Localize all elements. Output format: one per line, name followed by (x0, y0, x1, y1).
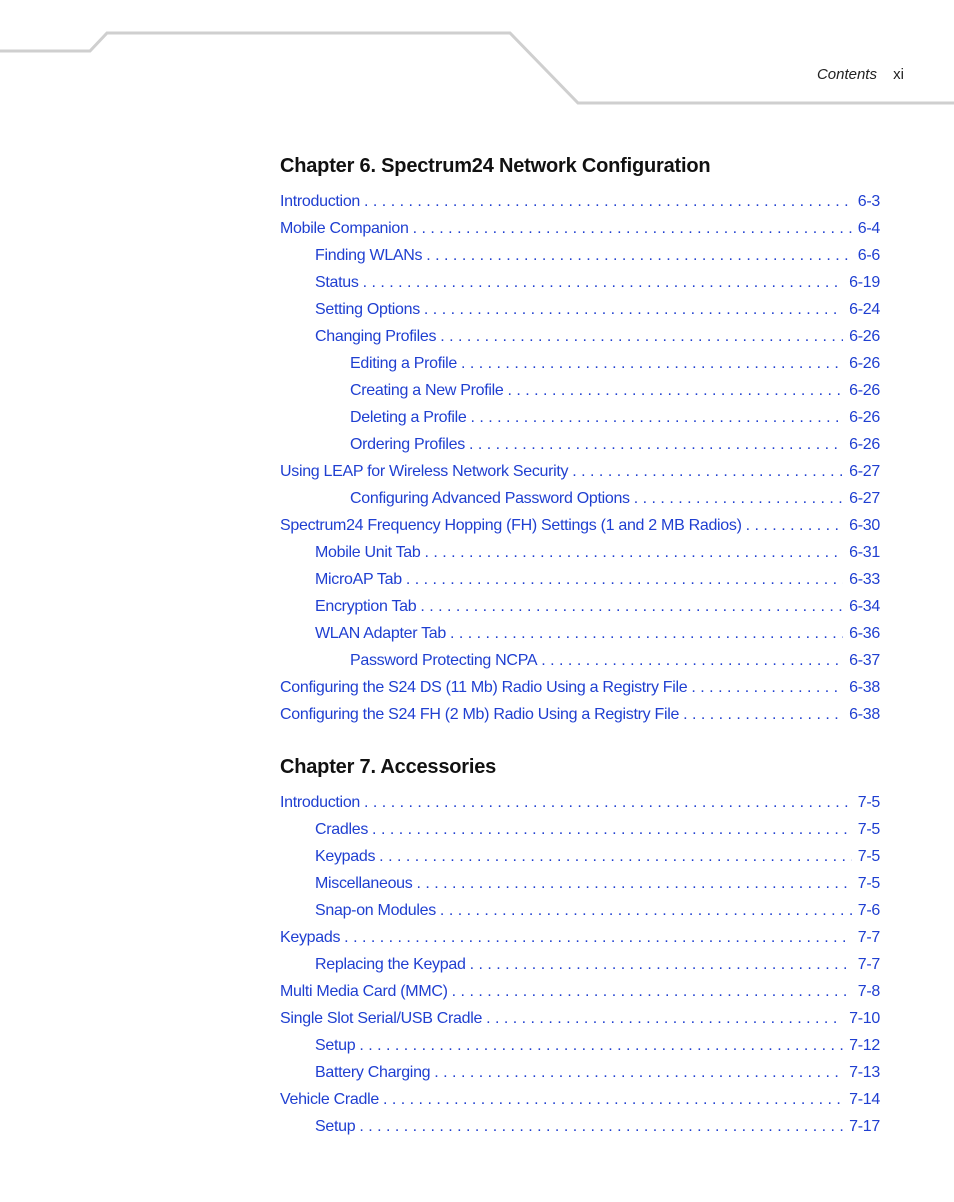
toc-entry-label[interactable]: Using LEAP for Wireless Network Security (280, 463, 569, 480)
dot-leader (359, 1032, 843, 1059)
toc-entry-label[interactable]: Multi Media Card (MMC) (280, 983, 448, 1000)
dot-leader (406, 566, 843, 593)
dot-leader (470, 404, 843, 431)
dot-leader (364, 188, 852, 215)
toc-entry-page[interactable]: 7-13 (849, 1064, 880, 1081)
dot-leader (450, 620, 843, 647)
toc-entry-label[interactable]: Configuring the S24 FH (2 Mb) Radio Using a Registry File (280, 706, 680, 723)
toc-entry-label[interactable]: Creating a New Profile (350, 382, 504, 399)
toc-entry[interactable] (280, 323, 880, 350)
toc-entry-label[interactable]: Configuring Advanced Password Options (350, 490, 630, 507)
toc-entry-page[interactable]: 7-14 (849, 1091, 880, 1108)
toc-entry-label[interactable]: WLAN Adapter Tab (315, 625, 446, 642)
toc-entry-page[interactable]: 7-5 (857, 848, 880, 865)
toc-entry[interactable] (280, 674, 880, 701)
toc-entry-label[interactable]: Cradles (315, 821, 369, 838)
page-number: xi (893, 66, 904, 83)
toc-entry-page[interactable]: 6-26 (849, 382, 880, 399)
toc-entry[interactable] (280, 296, 880, 323)
toc-entry[interactable] (280, 404, 880, 431)
dot-leader (461, 350, 843, 377)
dot-leader (383, 1086, 843, 1113)
toc-entry-page[interactable]: 6-30 (849, 517, 880, 534)
chapter-title: Chapter 7. Accessories (280, 756, 497, 778)
dot-leader (507, 377, 843, 404)
toc-entry-page[interactable]: 7-8 (857, 983, 880, 1000)
toc-entry-label[interactable]: Ordering Profiles (350, 436, 465, 453)
toc-entry-page[interactable]: 7-12 (849, 1037, 880, 1054)
toc-entry[interactable] (280, 1113, 880, 1140)
toc-entry-page[interactable]: 6-24 (849, 301, 880, 318)
toc-entry[interactable] (280, 1032, 880, 1059)
toc-entry[interactable] (280, 485, 880, 512)
toc-list (280, 789, 880, 1140)
dot-leader (470, 951, 852, 978)
dot-leader (746, 512, 844, 539)
toc-entry[interactable] (280, 1086, 880, 1113)
toc-entry[interactable] (280, 269, 880, 296)
running-header (817, 66, 904, 83)
toc-entry-page[interactable]: 6-4 (857, 220, 880, 237)
dot-leader (440, 323, 843, 350)
dot-leader (691, 674, 843, 701)
toc-entry[interactable] (280, 539, 880, 566)
toc-entry-label[interactable]: Status (315, 274, 359, 291)
toc-entry-page[interactable]: 6-19 (849, 274, 880, 291)
toc-entry[interactable] (280, 647, 880, 674)
toc-entry-label[interactable]: Miscellaneous (315, 875, 413, 892)
dot-leader (452, 978, 852, 1005)
toc-entry-page[interactable]: 6-26 (849, 328, 880, 345)
toc-entry-page[interactable]: 6-31 (849, 544, 880, 561)
toc-entry-label[interactable]: Encryption Tab (315, 598, 417, 615)
toc-list (280, 188, 880, 728)
toc-entry[interactable] (280, 843, 880, 870)
toc-entry-label[interactable]: Snap-on Modules (315, 902, 436, 919)
toc-entry[interactable] (280, 789, 880, 816)
header-decorative-rule (0, 0, 954, 110)
toc-entry[interactable] (280, 816, 880, 843)
toc-entry-label[interactable]: Configuring the S24 DS (11 Mb) Radio Using a Registry File (280, 679, 688, 696)
toc-entry-page[interactable]: 7-7 (857, 956, 880, 973)
toc-entry-label[interactable]: Spectrum24 Frequency Hopping (FH) Settings (1 and 2 MB Radios) (280, 517, 742, 534)
toc-entry[interactable] (280, 701, 880, 728)
dot-leader (486, 1005, 843, 1032)
dot-leader (424, 296, 843, 323)
toc-entry-page[interactable]: 6-27 (849, 490, 880, 507)
chapter-title: Chapter 6. Spectrum24 Network Configuration (280, 155, 711, 177)
chapter-6-section (280, 154, 880, 728)
toc-entry-page[interactable]: 6-38 (849, 679, 880, 696)
toc-entry-page[interactable]: 7-5 (857, 875, 880, 892)
dot-leader (372, 816, 852, 843)
toc-entry-page[interactable]: 7-5 (857, 821, 880, 838)
dot-leader (683, 701, 843, 728)
dot-leader (634, 485, 843, 512)
toc-entry-label[interactable]: Keypads (280, 929, 341, 946)
chapter-7-section (280, 755, 880, 1140)
toc-entry-page[interactable]: 6-6 (857, 247, 880, 264)
toc-entry-label[interactable]: Mobile Unit Tab (315, 544, 421, 561)
dot-leader (413, 215, 852, 242)
toc-entry-label[interactable]: MicroAP Tab (315, 571, 402, 588)
toc-entry-label[interactable]: Mobile Companion (280, 220, 409, 237)
toc-entry-page[interactable]: 6-34 (849, 598, 880, 615)
toc-entry-page[interactable]: 6-26 (849, 436, 880, 453)
dot-leader (469, 431, 843, 458)
dot-leader (364, 789, 852, 816)
toc-entry-page[interactable]: 6-37 (849, 652, 880, 669)
toc-entry-page[interactable]: 6-38 (849, 706, 880, 723)
toc-entry[interactable] (280, 924, 880, 951)
toc-entry-label[interactable]: Setting Options (315, 301, 420, 318)
toc-entry[interactable] (280, 458, 880, 485)
dot-leader (379, 843, 852, 870)
dot-leader (426, 242, 852, 269)
dot-leader (434, 1059, 843, 1086)
dot-leader (416, 870, 851, 897)
toc-entry-label[interactable]: Deleting a Profile (350, 409, 467, 426)
toc-entry[interactable] (280, 215, 880, 242)
toc-entry-page[interactable]: 7-5 (857, 794, 880, 811)
toc-entry[interactable] (280, 1005, 880, 1032)
toc-entry[interactable] (280, 188, 880, 215)
toc-entry-page[interactable]: 7-17 (849, 1118, 880, 1135)
toc-entry-label[interactable]: Changing Profiles (315, 328, 437, 345)
toc-entry-page[interactable]: 6-36 (849, 625, 880, 642)
toc-entry[interactable] (280, 593, 880, 620)
toc-entry[interactable] (280, 870, 880, 897)
toc-entry[interactable] (280, 566, 880, 593)
dot-leader (440, 897, 852, 924)
toc-entry[interactable] (280, 1059, 880, 1086)
toc-entry-page[interactable]: 6-26 (849, 355, 880, 372)
toc-entry[interactable] (280, 242, 880, 269)
dot-leader (359, 1113, 843, 1140)
toc-entry-label[interactable]: Setup (315, 1037, 356, 1054)
toc-entry[interactable] (280, 897, 880, 924)
toc-entry[interactable] (280, 350, 880, 377)
toc-entry-label[interactable]: Replacing the Keypad (315, 956, 466, 973)
toc-entry-label[interactable]: Keypads (315, 848, 376, 865)
toc-entry-label[interactable]: Introduction (280, 794, 361, 811)
toc-entry[interactable] (280, 431, 880, 458)
toc-entry-page[interactable]: 7-6 (857, 902, 880, 919)
toc-entry-label[interactable]: Vehicle Cradle (280, 1091, 379, 1108)
toc-entry[interactable] (280, 377, 880, 404)
toc-entry[interactable] (280, 620, 880, 647)
running-header-section: Contents (816, 66, 877, 83)
toc-entry-page[interactable]: 6-27 (849, 463, 880, 480)
dot-leader (572, 458, 843, 485)
toc-entry-page[interactable]: 7-7 (857, 929, 880, 946)
toc-entry-label[interactable]: Single Slot Serial/USB Cradle (280, 1010, 483, 1027)
toc-entry-label[interactable]: Battery Charging (315, 1064, 431, 1081)
toc-entry-label[interactable]: Finding WLANs (315, 247, 423, 264)
toc-entry-page[interactable]: 6-26 (849, 409, 880, 426)
toc-entry[interactable] (280, 512, 880, 539)
dot-leader (344, 924, 852, 951)
toc-entry-page[interactable]: 6-3 (857, 193, 880, 210)
toc-entry-page[interactable]: 7-10 (849, 1010, 880, 1027)
dot-leader (363, 269, 844, 296)
toc-entry[interactable] (280, 951, 880, 978)
toc-entry-page[interactable]: 6-33 (849, 571, 880, 588)
toc-entry-label[interactable]: Setup (315, 1118, 356, 1135)
toc-entry-label[interactable]: Introduction (280, 193, 361, 210)
dot-leader (541, 647, 843, 674)
toc-entry-label[interactable]: Password Protecting NCPA (350, 652, 538, 669)
toc-entry[interactable] (280, 978, 880, 1005)
dot-leader (425, 539, 844, 566)
toc-entry-label[interactable]: Editing a Profile (350, 355, 457, 372)
dot-leader (420, 593, 843, 620)
